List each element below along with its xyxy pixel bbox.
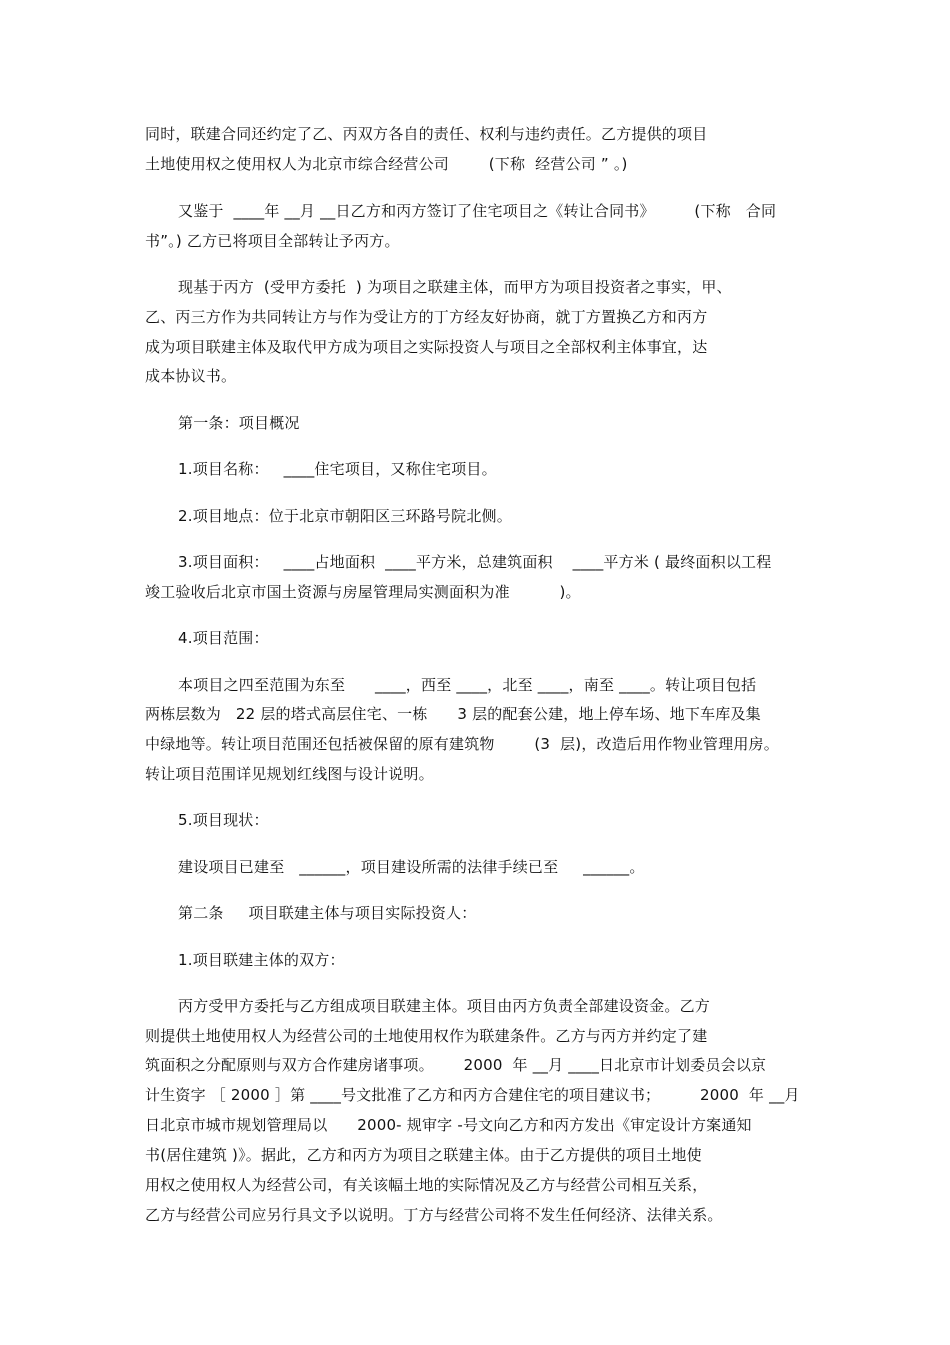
paragraph-line: 建设项目已建至 ______，项目建设所需的法律手续已至 ______。 xyxy=(178,858,645,876)
list-item: 1.项目联建主体的双方： xyxy=(178,951,345,969)
section-heading: 第一条：项目概况 xyxy=(178,414,300,432)
list-item: 5.项目现状： xyxy=(178,811,269,829)
paragraph-line: 土地使用权之使用权人为北京市综合经营公司 (下称 经营公司 ” 。) xyxy=(145,155,628,173)
paragraph-line: 筑面积之分配原则与双方合作建房诸事项。 2000 年 __月 ____日北京市计划委员会以京 xyxy=(145,1056,767,1074)
list-item: 1.项目名称： ____住宅项目，又称住宅项目。 xyxy=(178,460,497,478)
paragraph-line: 转让项目范围详见规划红线图与设计说明。 xyxy=(145,765,434,783)
paragraph-line: 用权之使用权人为经营公司，有关该幅土地的实际情况及乙方与经营公司相互关系， xyxy=(145,1176,708,1194)
paragraph-line: 中绿地等。转让项目范围还包括被保留的原有建筑物 (3 层)，改造后用作物业管理用房。 xyxy=(145,735,779,753)
list-item: 2.项目地点：位于北京市朝阳区三环路号院北侧。 xyxy=(178,507,512,525)
paragraph-line: 日北京市城市规划管理局以 2000- 规审字 -号文向乙方和丙方发出《审定设计方案通知 xyxy=(145,1116,752,1134)
paragraph-line: 现基于丙方 (受甲方委托 ) 为项目之联建主体，而甲方为项目投资者之事实，甲、 xyxy=(178,278,732,296)
list-item: 3.项目面积： ____占地面积 ____平方米，总建筑面积 ____平方米 ( 最终面积以工程 xyxy=(178,553,772,571)
section-heading: 第二条 项目联建主体与项目实际投资人： xyxy=(178,904,477,922)
paragraph-line: 本项目之四至范围为东至 ____，西至 ____，北至 ____，南至 ____。转让项目包括 xyxy=(178,676,757,694)
list-item: 4.项目范围： xyxy=(178,629,269,647)
paragraph-line: 乙方与经营公司应另行具文予以说明。丁方与经营公司将不发生任何经济、法律关系。 xyxy=(145,1206,723,1224)
paragraph-line: 同时，联建合同还约定了乙、丙双方各自的责任、权利与违约责任。乙方提供的项目 xyxy=(145,125,708,143)
paragraph-line: 竣工验收后北京市国土资源与房屋管理局实测面积为准 )。 xyxy=(145,583,581,601)
paragraph-line: 乙、丙三方作为共同转让方与作为受让方的丁方经友好协商，就丁方置换乙方和丙方 xyxy=(145,308,708,326)
paragraph-line: 丙方受甲方委托与乙方组成项目联建主体。项目由丙方负责全部建设资金。乙方 xyxy=(178,997,711,1015)
paragraph-line: 又鉴于 ____年 __月 __日乙方和丙方签订了住宅项目之《转让合同书》 (下称 合同 xyxy=(178,202,777,220)
paragraph-line: 书(居住建筑 )》。据此，乙方和丙方为项目之联建主体。由于乙方提供的项目土地使 xyxy=(145,1146,702,1164)
paragraph-line: 书”。) 乙方已将项目全部转让予丙方。 xyxy=(145,232,400,250)
paragraph-line: 成为项目联建主体及取代甲方成为项目之实际投资人与项目之全部权利主体事宜，达 xyxy=(145,338,708,356)
paragraph-line: 两栋层数为 22 层的塔式高层住宅、一栋 3 层的配套公建，地上停车场、地下车库及集 xyxy=(145,705,761,723)
paragraph-line: 成本协议书。 xyxy=(145,367,237,385)
paragraph-line: 则提供土地使用权人为经营公司的土地使用权作为联建条件。乙方与丙方并约定了建 xyxy=(145,1027,708,1045)
paragraph-line: 计生资字 ［ 2000 ］第 ____号文批准了乙方和丙方合建住宅的项目建议书； 2000 年 __月 xyxy=(145,1086,800,1104)
